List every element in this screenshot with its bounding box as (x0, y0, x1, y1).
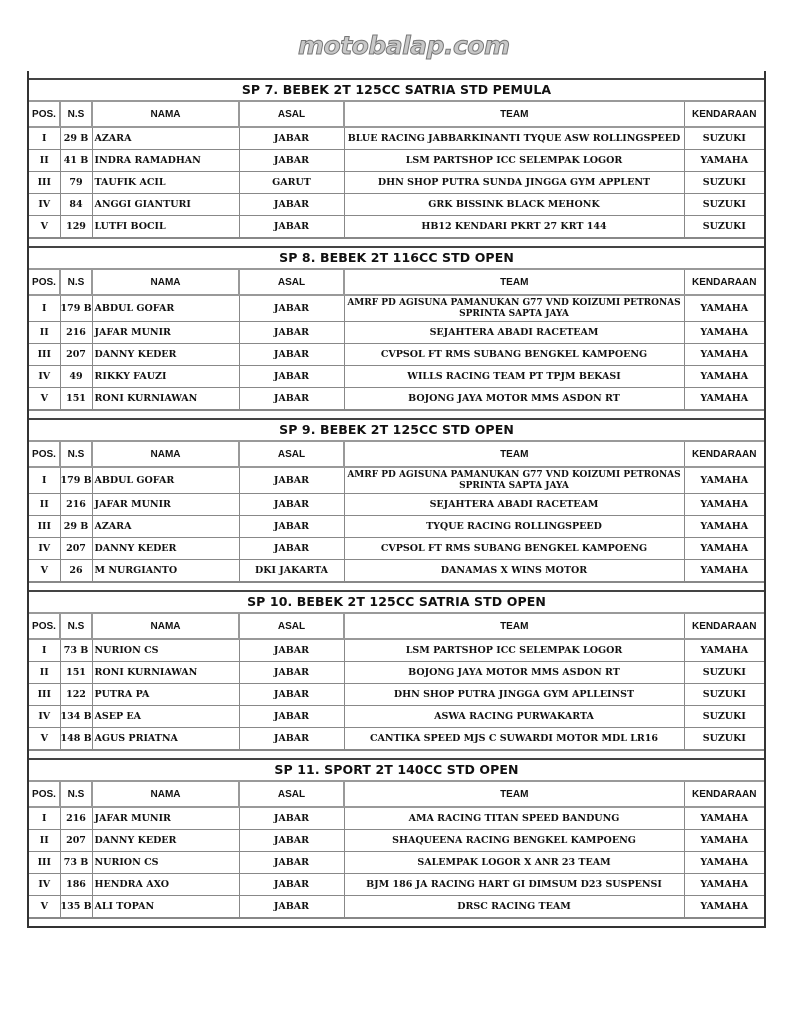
cell-asal: JABAR (239, 467, 344, 494)
cell-asal: JABAR (239, 344, 344, 366)
cell-pos: I (29, 127, 60, 150)
race-section (29, 246, 764, 418)
cell-asal: DKI JAKARTA (239, 560, 344, 582)
table-row (29, 150, 764, 172)
cell-ns: 41 B (60, 150, 92, 172)
table-row (29, 216, 764, 238)
race-section (29, 418, 764, 590)
column-header-team: TEAM (344, 782, 684, 807)
cell-pos: I (29, 807, 60, 830)
cell-pos: II (29, 494, 60, 516)
cell-pos: II (29, 662, 60, 684)
cell-nama: JAFAR MUNIR (92, 494, 239, 516)
column-header-ns: N.S (60, 782, 92, 807)
cell-ns: 129 (60, 216, 92, 238)
table-header-row (29, 442, 764, 467)
cell-asal: JABAR (239, 127, 344, 150)
cell-ns: 26 (60, 560, 92, 582)
cell-ns: 148 B (60, 728, 92, 750)
cell-ns: 207 (60, 538, 92, 560)
cell-kendaraan: YAMAHA (684, 852, 764, 874)
table-row (29, 295, 764, 322)
cell-ns: 179 B (60, 467, 92, 494)
cell-kendaraan: YAMAHA (684, 830, 764, 852)
cell-team: SALEMPAK LOGOR X ANR 23 TEAM (344, 852, 684, 874)
column-header-nama: NAMA (92, 270, 239, 295)
cell-pos: IV (29, 874, 60, 896)
cell-team: SEJAHTERA ABADI RACETEAM (344, 322, 684, 344)
cell-team: DHN SHOP PUTRA SUNDA JINGGA GYM APPLENT (344, 172, 684, 194)
cell-nama: JAFAR MUNIR (92, 807, 239, 830)
column-header-pos: POS. (29, 782, 60, 807)
cell-nama: ANGGI GIANTURI (92, 194, 239, 216)
column-header-kendaraan: KENDARAAN (684, 102, 764, 127)
cell-pos: IV (29, 538, 60, 560)
cell-kendaraan: SUZUKI (684, 194, 764, 216)
cell-pos: V (29, 216, 60, 238)
cell-pos: I (29, 639, 60, 662)
column-header-kendaraan: KENDARAAN (684, 614, 764, 639)
cell-pos: II (29, 830, 60, 852)
cell-pos: IV (29, 366, 60, 388)
column-header-ns: N.S (60, 102, 92, 127)
cell-team: GRK BISSINK BLACK MEHONK (344, 194, 684, 216)
cell-ns: 122 (60, 684, 92, 706)
column-header-team: TEAM (344, 102, 684, 127)
cell-nama: ASEP EA (92, 706, 239, 728)
table-row (29, 322, 764, 344)
cell-team: DRSC RACING TEAM (344, 896, 684, 918)
cell-pos: V (29, 896, 60, 918)
column-header-team: TEAM (344, 270, 684, 295)
cell-team: HB12 KENDARI PKRT 27 KRT 144 (344, 216, 684, 238)
section-title: SP 7. BEBEK 2T 125CC SATRIA STD PEMULA (29, 80, 764, 102)
table-row (29, 127, 764, 150)
cell-pos: III (29, 516, 60, 538)
section-spacer (29, 582, 764, 590)
cell-asal: JABAR (239, 852, 344, 874)
column-header-asal: ASAL (239, 270, 344, 295)
cell-nama: DANNY KEDER (92, 538, 239, 560)
cell-asal: GARUT (239, 172, 344, 194)
table-row (29, 852, 764, 874)
cell-nama: HENDRA AXO (92, 874, 239, 896)
table-row (29, 706, 764, 728)
table-row (29, 728, 764, 750)
cell-nama: INDRA RAMADHAN (92, 150, 239, 172)
cell-asal: JABAR (239, 295, 344, 322)
table-row (29, 388, 764, 410)
cell-nama: AZARA (92, 516, 239, 538)
column-header-nama: NAMA (92, 614, 239, 639)
cell-kendaraan: YAMAHA (684, 150, 764, 172)
watermark-logo: motobalap.com (298, 31, 510, 60)
cell-team: DHN SHOP PUTRA JINGGA GYM APLLEINST (344, 684, 684, 706)
cell-team: CANTIKA SPEED MJS C SUWARDI MOTOR MDL LR16 (344, 728, 684, 750)
cell-nama: RIKKY FAUZI (92, 366, 239, 388)
column-header-asal: ASAL (239, 782, 344, 807)
cell-kendaraan: YAMAHA (684, 896, 764, 918)
cell-ns: 49 (60, 366, 92, 388)
cell-team: AMA RACING TITAN SPEED BANDUNG (344, 807, 684, 830)
cell-team: CVPSOL FT RMS SUBANG BENGKEL KAMPOENG (344, 538, 684, 560)
cell-kendaraan: YAMAHA (684, 388, 764, 410)
cell-ns: 73 B (60, 852, 92, 874)
table-row (29, 896, 764, 918)
cell-team: BOJONG JAYA MOTOR MMS ASDON RT (344, 662, 684, 684)
cell-pos: II (29, 322, 60, 344)
table-row (29, 874, 764, 896)
cell-asal: JABAR (239, 322, 344, 344)
table-row (29, 494, 764, 516)
column-header-nama: NAMA (92, 442, 239, 467)
table-row (29, 194, 764, 216)
results-table (29, 442, 764, 582)
cell-nama: RONI KURNIAWAN (92, 388, 239, 410)
column-header-asal: ASAL (239, 442, 344, 467)
cell-pos: V (29, 728, 60, 750)
cell-ns: 207 (60, 830, 92, 852)
cell-nama: AZARA (92, 127, 239, 150)
section-title: SP 11. SPORT 2T 140CC STD OPEN (29, 760, 764, 782)
table-row (29, 366, 764, 388)
section-spacer (29, 750, 764, 758)
cell-team: SHAQUEENA RACING BENGKEL KAMPOENG (344, 830, 684, 852)
cell-asal: JABAR (239, 896, 344, 918)
cell-nama: ABDUL GOFAR (92, 467, 239, 494)
cell-nama: ALI TOPAN (92, 896, 239, 918)
cell-ns: 79 (60, 172, 92, 194)
cell-pos: V (29, 560, 60, 582)
cell-asal: JABAR (239, 874, 344, 896)
cell-kendaraan: YAMAHA (684, 366, 764, 388)
cell-nama: NURION CS (92, 639, 239, 662)
cell-ns: 134 B (60, 706, 92, 728)
cell-team: WILLS RACING TEAM PT TPJM BEKASI (344, 366, 684, 388)
cell-team: TYQUE RACING ROLLINGSPEED (344, 516, 684, 538)
cell-team: BOJONG JAYA MOTOR MMS ASDON RT (344, 388, 684, 410)
cell-asal: JABAR (239, 194, 344, 216)
column-header-pos: POS. (29, 270, 60, 295)
cell-asal: JABAR (239, 388, 344, 410)
cell-team: AMRF PD AGISUNA PAMANUKAN G77 VND KOIZUMI PETRONAS SPRINTA SAPTA JAYA (344, 467, 684, 494)
cell-ns: 216 (60, 322, 92, 344)
results-table (29, 614, 764, 750)
table-row (29, 807, 764, 830)
table-row (29, 684, 764, 706)
results-table (29, 782, 764, 918)
cell-kendaraan: SUZUKI (684, 662, 764, 684)
cell-ns: 29 B (60, 127, 92, 150)
cell-kendaraan: SUZUKI (684, 216, 764, 238)
table-row (29, 516, 764, 538)
table-row (29, 560, 764, 582)
cell-kendaraan: SUZUKI (684, 127, 764, 150)
cell-nama: JAFAR MUNIR (92, 322, 239, 344)
cell-team: LSM PARTSHOP ICC SELEMPAK LOGOR (344, 639, 684, 662)
cell-asal: JABAR (239, 494, 344, 516)
cell-asal: JABAR (239, 807, 344, 830)
cell-asal: JABAR (239, 150, 344, 172)
cell-team: DANAMAS X WINS MOTOR (344, 560, 684, 582)
cell-kendaraan: YAMAHA (684, 295, 764, 322)
cell-team: BLUE RACING JABBARKINANTI TYQUE ASW ROLLINGSPEED (344, 127, 684, 150)
cell-pos: III (29, 344, 60, 366)
table-row (29, 662, 764, 684)
cell-pos: II (29, 150, 60, 172)
cell-kendaraan: YAMAHA (684, 467, 764, 494)
table-header-row (29, 782, 764, 807)
table-row (29, 172, 764, 194)
cell-asal: JABAR (239, 684, 344, 706)
cell-nama: RONI KURNIAWAN (92, 662, 239, 684)
cell-kendaraan: SUZUKI (684, 684, 764, 706)
cell-kendaraan: YAMAHA (684, 344, 764, 366)
column-header-kendaraan: KENDARAAN (684, 442, 764, 467)
cell-nama: DANNY KEDER (92, 830, 239, 852)
section-spacer (29, 410, 764, 418)
table-row (29, 467, 764, 494)
cell-asal: JABAR (239, 366, 344, 388)
column-header-ns: N.S (60, 614, 92, 639)
cell-pos: V (29, 388, 60, 410)
cell-pos: III (29, 684, 60, 706)
section-title: SP 9. BEBEK 2T 125CC STD OPEN (29, 420, 764, 442)
cell-kendaraan: YAMAHA (684, 874, 764, 896)
section-spacer (29, 238, 764, 246)
table-header-row (29, 270, 764, 295)
cell-ns: 186 (60, 874, 92, 896)
column-header-team: TEAM (344, 614, 684, 639)
column-header-asal: ASAL (239, 614, 344, 639)
cell-nama: TAUFIK ACIL (92, 172, 239, 194)
cell-asal: JABAR (239, 830, 344, 852)
cell-nama: ABDUL GOFAR (92, 295, 239, 322)
cell-ns: 135 B (60, 896, 92, 918)
cell-pos: I (29, 295, 60, 322)
cell-ns: 151 (60, 662, 92, 684)
cell-pos: I (29, 467, 60, 494)
cell-team: SEJAHTERA ABADI RACETEAM (344, 494, 684, 516)
cell-kendaraan: YAMAHA (684, 639, 764, 662)
table-row (29, 538, 764, 560)
column-header-team: TEAM (344, 442, 684, 467)
cell-asal: JABAR (239, 538, 344, 560)
cell-pos: IV (29, 706, 60, 728)
column-header-asal: ASAL (239, 102, 344, 127)
cell-pos: III (29, 852, 60, 874)
cell-pos: III (29, 172, 60, 194)
cell-kendaraan: YAMAHA (684, 560, 764, 582)
column-header-pos: POS. (29, 102, 60, 127)
column-header-kendaraan: KENDARAAN (684, 782, 764, 807)
section-title: SP 8. BEBEK 2T 116CC STD OPEN (29, 248, 764, 270)
cell-nama: DANNY KEDER (92, 344, 239, 366)
cell-asal: JABAR (239, 639, 344, 662)
race-section (29, 590, 764, 758)
cell-nama: PUTRA PA (92, 684, 239, 706)
race-section (29, 758, 764, 926)
cell-kendaraan: SUZUKI (684, 728, 764, 750)
section-spacer (29, 918, 764, 926)
results-table (29, 102, 764, 238)
cell-nama: AGUS PRIATNA (92, 728, 239, 750)
cell-team: CVPSOL FT RMS SUBANG BENGKEL KAMPOENG (344, 344, 684, 366)
cell-asal: JABAR (239, 662, 344, 684)
cell-kendaraan: YAMAHA (684, 538, 764, 560)
cell-pos: IV (29, 194, 60, 216)
cell-kendaraan: YAMAHA (684, 516, 764, 538)
cell-ns: 216 (60, 494, 92, 516)
cell-ns: 207 (60, 344, 92, 366)
cell-kendaraan: SUZUKI (684, 706, 764, 728)
cell-asal: JABAR (239, 728, 344, 750)
cell-nama: LUTFI BOCIL (92, 216, 239, 238)
column-header-ns: N.S (60, 442, 92, 467)
cell-asal: JABAR (239, 516, 344, 538)
cell-ns: 179 B (60, 295, 92, 322)
cell-team: LSM PARTSHOP ICC SELEMPAK LOGOR (344, 150, 684, 172)
cell-ns: 216 (60, 807, 92, 830)
cell-kendaraan: SUZUKI (684, 172, 764, 194)
table-header-row (29, 102, 764, 127)
column-header-kendaraan: KENDARAAN (684, 270, 764, 295)
cell-ns: 84 (60, 194, 92, 216)
cell-team: BJM 186 JA RACING HART GI DIMSUM D23 SUSPENSI (344, 874, 684, 896)
cell-team: ASWA RACING PURWAKARTA (344, 706, 684, 728)
cell-ns: 151 (60, 388, 92, 410)
table-header-row (29, 614, 764, 639)
table-row (29, 344, 764, 366)
column-header-ns: N.S (60, 270, 92, 295)
column-header-nama: NAMA (92, 102, 239, 127)
cell-team: AMRF PD AGISUNA PAMANUKAN G77 VND KOIZUMI PETRONAS SPRINTA SAPTA JAYA (344, 295, 684, 322)
column-header-pos: POS. (29, 442, 60, 467)
cell-nama: M NURGIANTO (92, 560, 239, 582)
cell-kendaraan: YAMAHA (684, 322, 764, 344)
cell-kendaraan: YAMAHA (684, 807, 764, 830)
cell-nama: NURION CS (92, 852, 239, 874)
cell-asal: JABAR (239, 706, 344, 728)
results-table (29, 270, 764, 410)
table-row (29, 830, 764, 852)
column-header-nama: NAMA (92, 782, 239, 807)
section-title: SP 10. BEBEK 2T 125CC SATRIA STD OPEN (29, 592, 764, 614)
column-header-pos: POS. (29, 614, 60, 639)
cell-asal: JABAR (239, 216, 344, 238)
cell-kendaraan: YAMAHA (684, 494, 764, 516)
race-section (29, 78, 764, 246)
table-row (29, 639, 764, 662)
cell-ns: 73 B (60, 639, 92, 662)
results-sheet (27, 71, 766, 928)
cell-ns: 29 B (60, 516, 92, 538)
